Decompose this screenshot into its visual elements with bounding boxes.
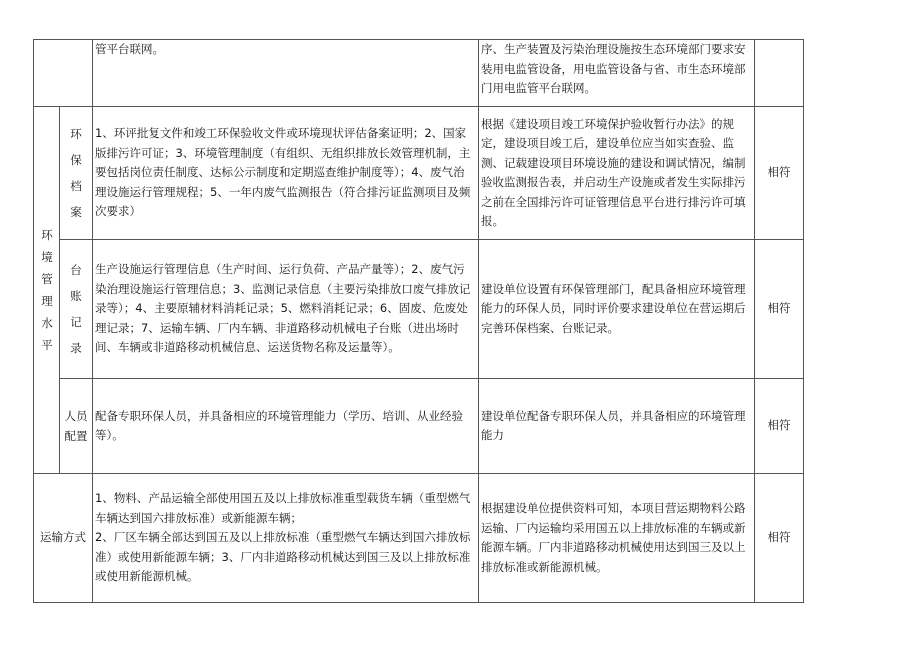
row-label-cell xyxy=(34,474,93,603)
sub-label-cell xyxy=(60,107,93,240)
requirement-paragraph: 2、厂区车辆全部达到国五及以上排放标准（重型燃气车辆达到国六排放标准）或使用新能源车辆；3、厂内非道路移动机械达到国三及以上排放标准或使用新能源机械。 xyxy=(95,530,471,584)
implementation-cell: 根据《建设项目竣工环境保护验收暂行办法》的规定，建设项目竣工后，建设单位应当如实查验、监测、记载建设项目环境设施的建设和调试情况，编制验收监测报告表，并启动生产设施或者发生实际排污之前在全国排污许可证管理信息平台进行排污许可填报。 xyxy=(479,107,755,240)
table-row xyxy=(34,107,804,240)
table-row xyxy=(34,240,804,379)
empty-cell xyxy=(34,40,93,107)
table-row xyxy=(34,379,804,474)
sub-label: 环保档案 xyxy=(70,127,82,219)
group-label: 环境管理水平 xyxy=(41,228,53,352)
row-label: 运输方式 xyxy=(40,530,86,545)
sub-label: 台账记录 xyxy=(70,263,82,355)
sub-label-cell xyxy=(60,379,93,474)
implementation-cell: 建设单位设置有环保管理部门，配具备相应环境管理能力的环保人员，同时评价要求建设单位在营运期后完善环保档案、台账记录。 xyxy=(479,240,755,379)
comparison-table xyxy=(33,39,804,603)
sub-label: 人员配置 xyxy=(64,409,88,443)
result-cell: 相符 xyxy=(755,474,804,603)
result-cell: 相符 xyxy=(755,240,804,379)
requirement-paragraph: 1、物料、产品运输全部使用国五及以上排放标准重型载货车辆（重型燃气车辆达到国六排放标准）或新能源车辆； xyxy=(95,491,471,525)
requirement-cell: 生产设施运行管理信息（生产时间、运行负荷、产品产量等）；2、废气污染治理设施运行管理信息；3、监测记录信息（主要污染排放口废气排放记录等）；4、主要原辅材料消耗记录；5、燃料消耗记录；6、固废、危废处理记录；7、运输车辆、厂内车辆、非道路移动机械电子台账（进出场时间、车辆或非道路移动机械信息、运送货物名称及运量等）。 xyxy=(93,240,479,379)
requirement-cell: 1、环评批复文件和竣工环保验收文件或环境现状评估备案证明；2、国家版排污许可证；3、环境管理制度（有组织、无组织排放长效管理机制，主要包括岗位责任制度、达标公示制度和定期巡查维护制度等）；4、废气治理设施运行管理规程；5、一年内废气监测报告（符合排污证监测项目及频次要求） xyxy=(93,107,479,240)
requirement-cell: 配备专职环保人员，并具备相应的环境管理能力（学历、培训、从业经验等）。 xyxy=(93,379,479,474)
requirement-cell xyxy=(93,474,479,603)
implementation-cell: 根据建设单位提供资料可知，本项目营运期物料公路运输、厂内运输均采用国五以上排放标准的车辆或新能源车辆。厂内非道路移动机械使用达到国三及以上排放标准或新能源机械。 xyxy=(479,474,755,603)
requirement-cell: 管平台联网。 xyxy=(93,40,479,107)
table-row xyxy=(34,474,804,603)
table-row xyxy=(34,40,804,107)
group-label-cell xyxy=(34,107,60,474)
implementation-cell: 建设单位配备专职环保人员，并具备相应的环境管理能力 xyxy=(479,379,755,474)
result-cell: 相符 xyxy=(755,379,804,474)
sub-label-cell xyxy=(60,240,93,379)
result-cell xyxy=(755,40,804,107)
result-cell: 相符 xyxy=(755,107,804,240)
implementation-cell: 序、生产装置及污染治理设施按生态环境部门要求安装用电监管设备，用电监管设备与省、市生态环境部门用电监管平台联网。 xyxy=(479,40,755,107)
